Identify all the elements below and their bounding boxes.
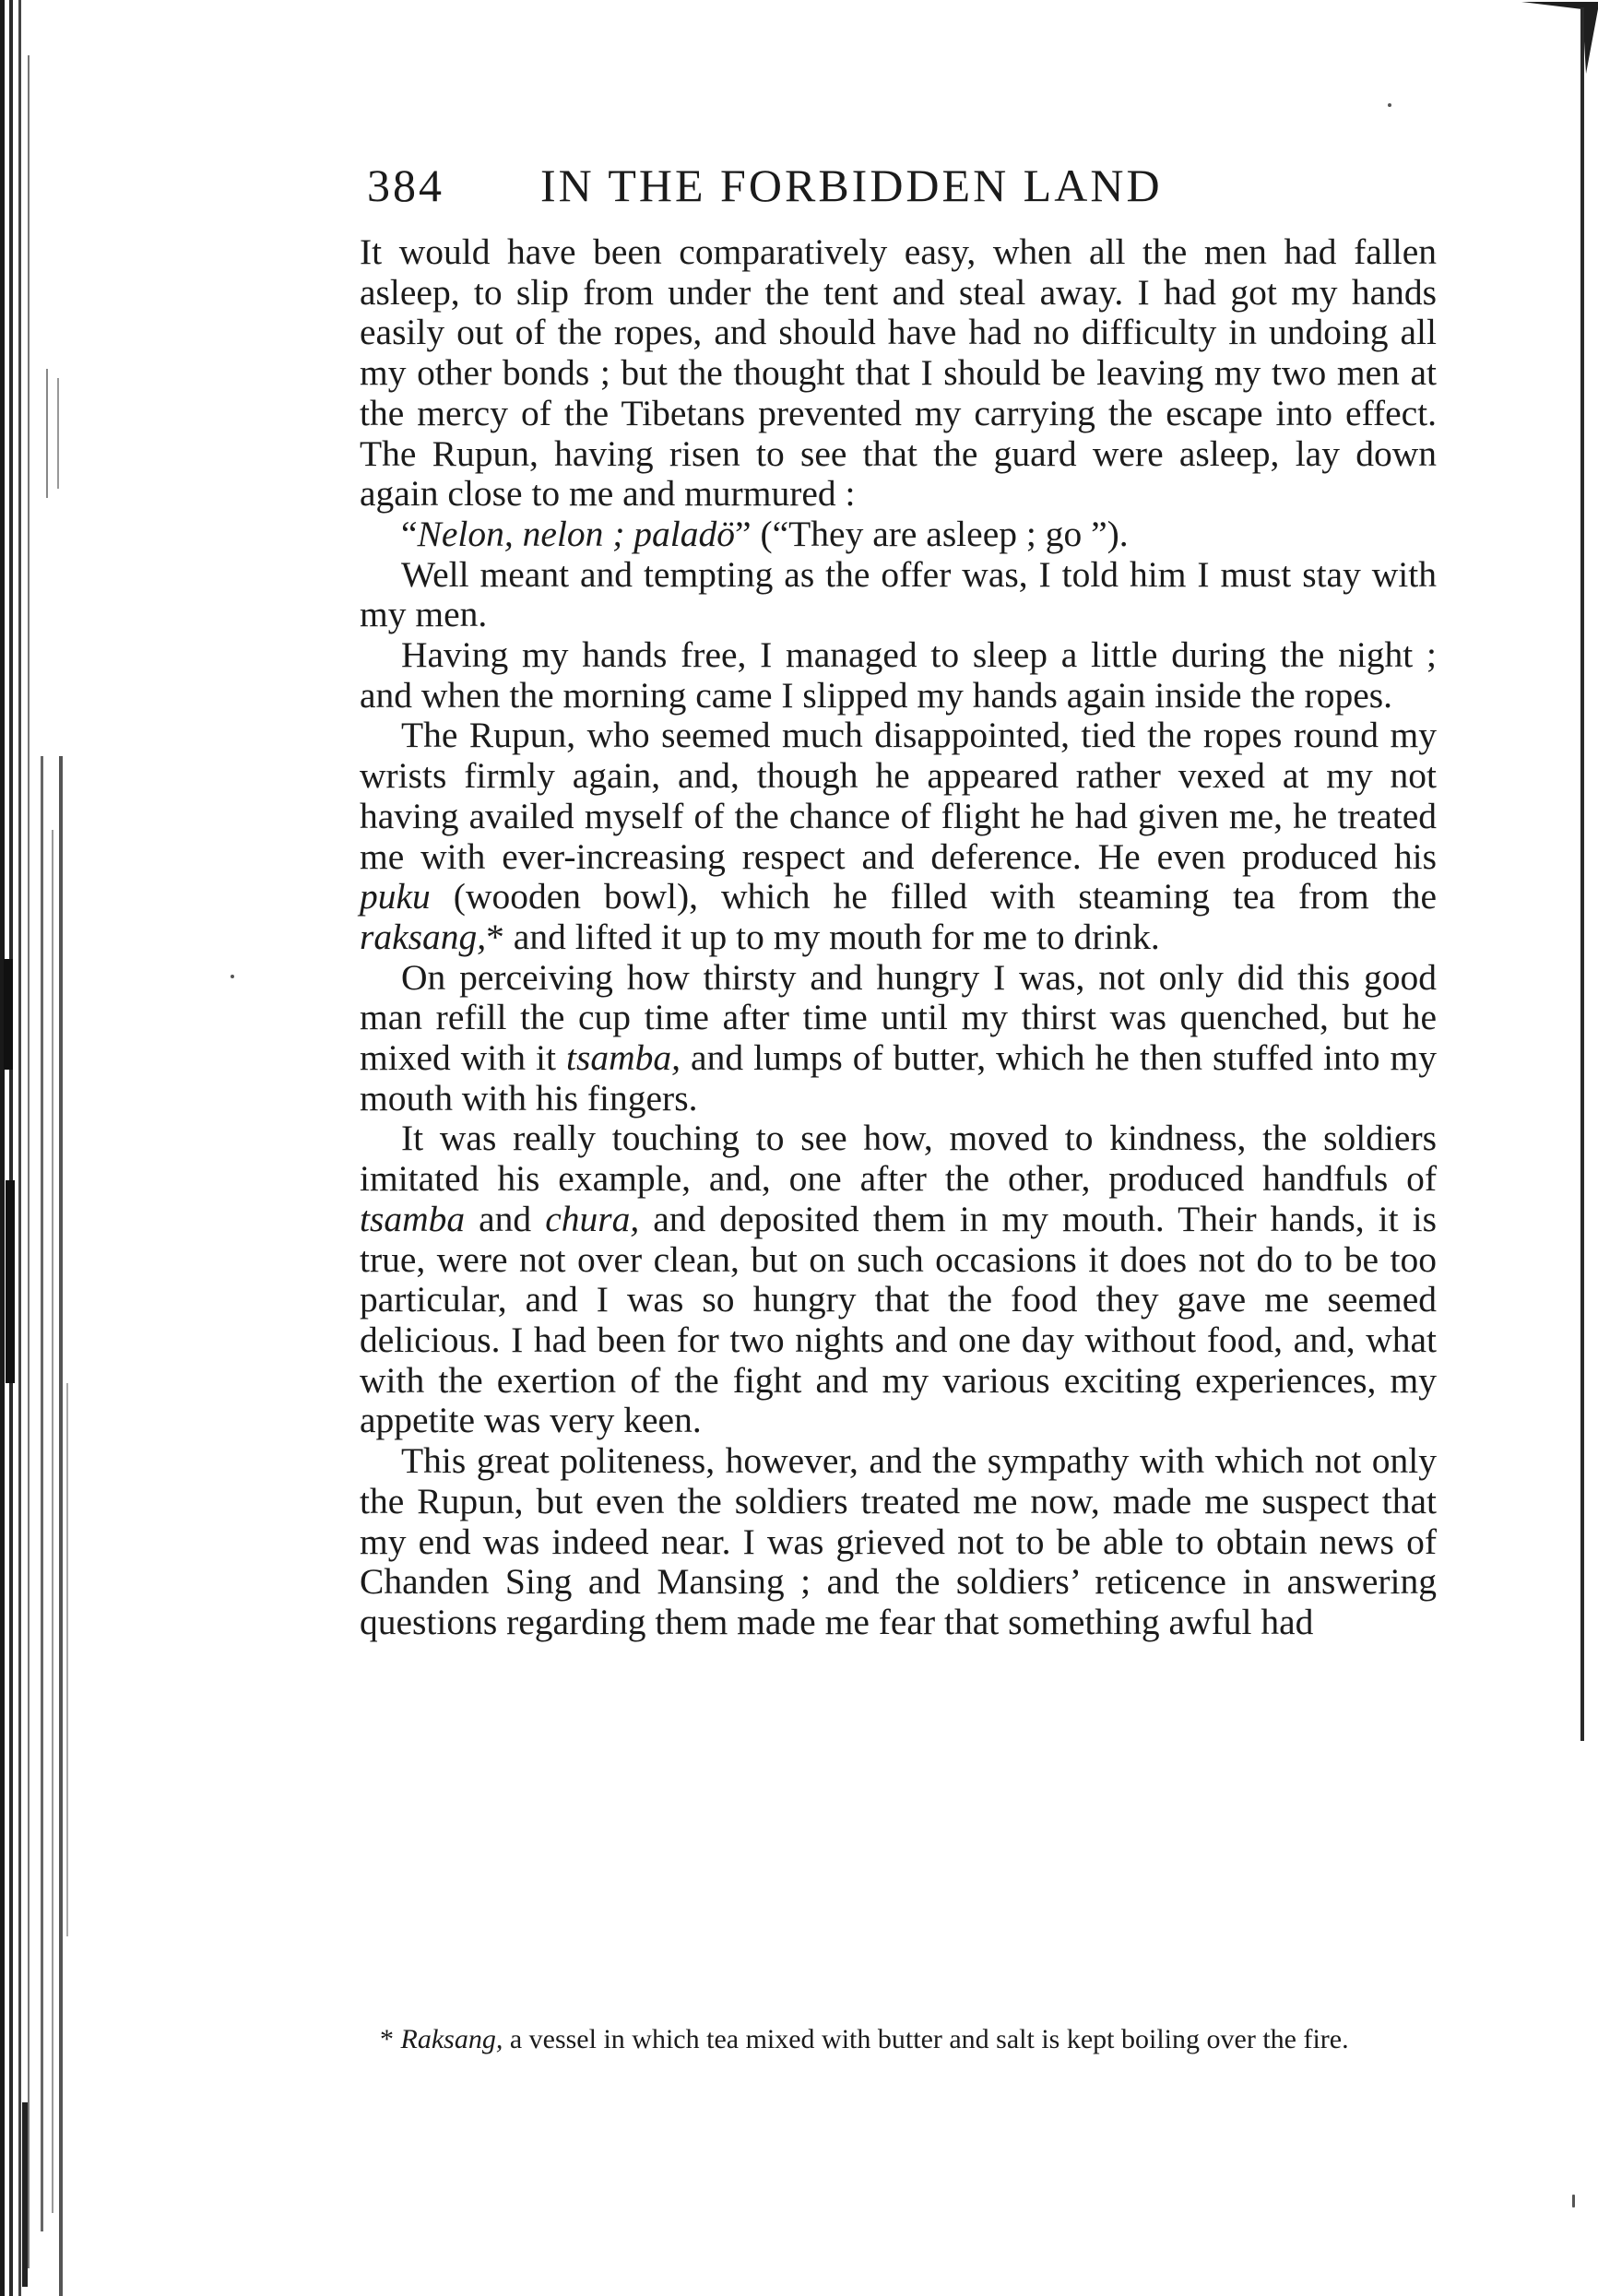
- paragraph: Well meant and tempting as the offer was, I told him I must stay with my men.: [360, 553, 1437, 635]
- footnote-marker: *: [380, 2024, 401, 2054]
- page-header: [367, 159, 1437, 214]
- italic-term: chura,: [545, 1198, 640, 1239]
- italic-term: raksang,: [360, 916, 487, 957]
- paragraph: It would have been comparatively easy, when all the men had fallen asleep, to slip from under the tent and steal away. I had got my hands easily out of the ropes, and should have had no difficulty in undoing all my other bonds ; but the thought that I should be leaving my two men at the mercy of the Tibetans prevented my carrying the escape into effect. The Rupun, having risen to see that the guard were asleep, lay down again close to me and murmured :: [360, 231, 1437, 515]
- paragraph-quote: “Nelon, nelon ; paladö” (“They are asleep ; go ”).: [401, 513, 1129, 554]
- speck-mark: [1388, 103, 1391, 107]
- body-text: [360, 232, 1437, 1643]
- running-title: IN THE FORBIDDEN LAND: [540, 160, 1163, 211]
- paragraph: This great politeness, however, and the sympathy with which not only the Rupun, but even the soldiers treated me now, made me suspect that my end was indeed near. I was grieved not to be able to obtain news of Chanden Sing and Mansing ; and the soldiers’ reticence in answering questions regarding them made me fear that something awful had: [360, 1440, 1437, 1642]
- translation: (“They are asleep ; go ”).: [751, 513, 1129, 554]
- footnote-text: a vessel in which tea mixed with butter and salt is kept boiling over the fire.: [503, 2024, 1349, 2054]
- italic-term: puku: [360, 876, 431, 917]
- footnote: [360, 2023, 1437, 2056]
- italic-term: tsamba,: [566, 1037, 681, 1079]
- page-number: 384: [367, 160, 444, 211]
- italic-term: tsamba: [360, 1198, 466, 1239]
- paragraph: On perceiving how thirsty and hungry I was, not only did this good man refill the cup time after time until my thirst was quenched, but he mixed with it tsamba, and lumps of butter, which he then stuffed into my mouth with his fingers.: [360, 956, 1438, 1118]
- scanned-binding-edge: [0, 0, 111, 2296]
- corner-mark: [1521, 0, 1598, 83]
- tibetan-phrase: Nelon, nelon ; paladö: [417, 513, 736, 554]
- speck-mark: [231, 975, 234, 978]
- paragraph: The Rupun, who seemed much disappointed, tied the ropes round my wrists firmly again, and, though he appeared rather vexed at my not having availed myself of the chance of flight he had given me, he treated me with ever-increasing respect and deference. He even produced his puku (wooden bowl), which he filled with steaming tea from the raksang,* and lifted it up to my mouth for me to drink.: [360, 715, 1437, 957]
- paragraph: Having my hands free, I managed to sleep a little during the night ; and when the morning came I slipped my hands again inside the ropes.: [360, 634, 1437, 716]
- footnote-term: Raksang,: [400, 2024, 503, 2054]
- paragraph: It was really touching to see how, moved to kindness, the soldiers imitated his example, and, one after the other, produced handfuls of tsamba and chura, and deposited them in my mouth. Their hands, it is true, were not over clean, but on such occasions it does not do to be too particular, and I was so hungry that the food they gave me seemed delicious. I had been for two nights and one day without food, and, what with the exertion of the fight and my various exciting experiences, my appetite was very keen.: [360, 1118, 1437, 1441]
- right-edge-rule: [1580, 7, 1584, 1741]
- speck-mark: [1572, 2195, 1575, 2207]
